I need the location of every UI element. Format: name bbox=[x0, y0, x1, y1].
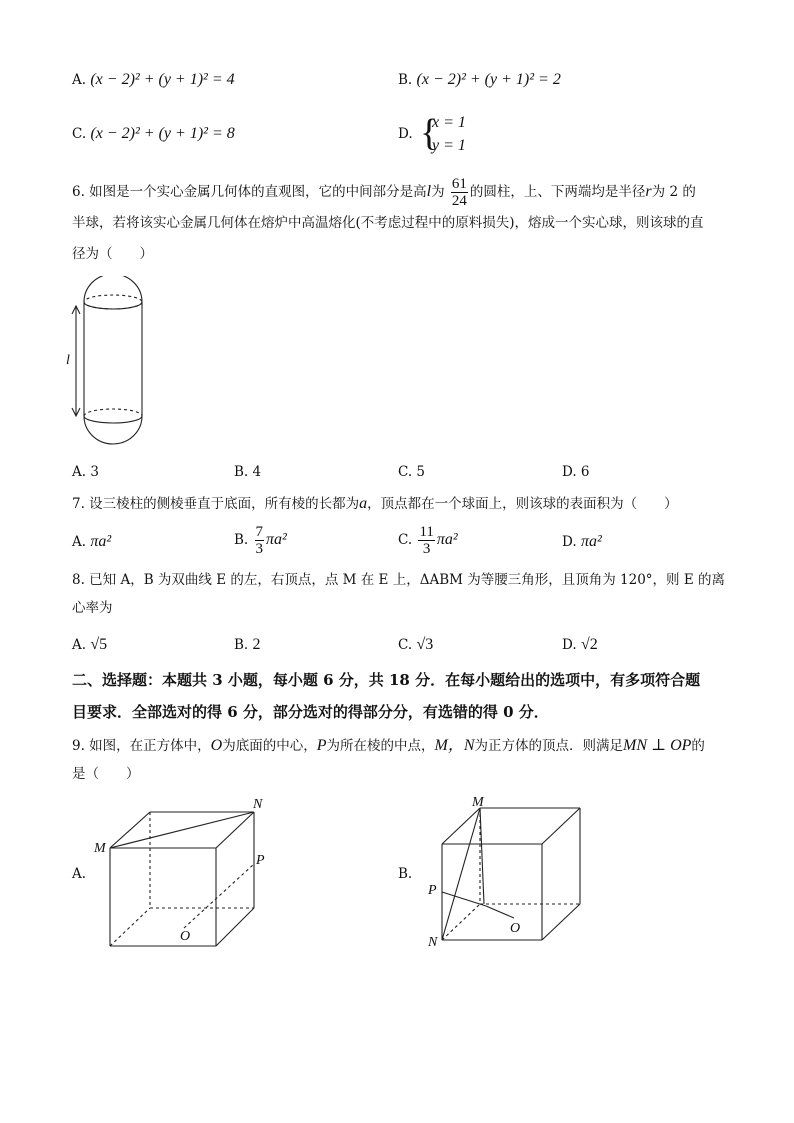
height-label: l bbox=[66, 353, 70, 368]
q9-var-p: P bbox=[316, 737, 327, 754]
option-expression: √3 bbox=[416, 636, 434, 653]
option-label: D. bbox=[398, 126, 413, 142]
option-expression: πa² bbox=[580, 533, 602, 550]
q9-text: 9. 如图，在正方体中， bbox=[72, 738, 211, 754]
q8-option-c bbox=[398, 635, 433, 655]
option-fraction bbox=[418, 524, 434, 557]
q7-var-a: a bbox=[359, 495, 368, 512]
segment-o-extension bbox=[486, 906, 514, 918]
option-expression: (x − 2)² + (y + 1)² = 4 bbox=[90, 71, 235, 88]
option-expression: 2 bbox=[252, 636, 261, 653]
fraction-denominator: 24 bbox=[451, 193, 467, 209]
q9-figure-a-label: A. bbox=[72, 866, 87, 882]
option-label: A. bbox=[72, 72, 87, 88]
q8-line1: 8. 已知 A，B 为双曲线 E 的左，右顶点，点 M 在 E 上，ΔABM 为等腰三角形，且顶角为 120°，则 E 的离 bbox=[72, 572, 725, 588]
q9-var-mn: M，N bbox=[434, 737, 475, 754]
fraction-numerator: 11 bbox=[419, 524, 434, 540]
bottom-rim-back bbox=[84, 409, 142, 416]
q7-option-a bbox=[72, 532, 111, 552]
segment-op bbox=[442, 892, 486, 906]
q5-option-b bbox=[398, 70, 561, 90]
q6-fraction bbox=[451, 176, 468, 209]
q6-text: 为 bbox=[431, 184, 445, 200]
q7-text: ，顶点都在一个球面上，则该球的表面积为（ ） bbox=[367, 496, 678, 512]
q6-text: 的圆柱，上、下两端均是半径 bbox=[469, 184, 646, 200]
q6-option-c: C. 5 bbox=[398, 464, 426, 480]
cube-figure-b bbox=[420, 794, 600, 950]
option-expression: (x − 2)² + (y + 1)² = 2 bbox=[416, 71, 561, 88]
point-m-label: M bbox=[94, 841, 106, 856]
fraction-numerator: 61 bbox=[451, 176, 467, 192]
fraction-denominator: 3 bbox=[422, 541, 431, 557]
cube-edge bbox=[216, 908, 254, 946]
system-brace: { bbox=[420, 112, 439, 154]
section2-heading-line1: 二、选择题：本题共 3 小题，每小题 6 分，共 18 分．在每小题给出的选项中，有多项符合题 bbox=[72, 671, 701, 689]
q7-option-b bbox=[234, 524, 287, 557]
section2-heading-line2: 目要求．全部选对的得 6 分，部分选对的得部分分，有选错的得 0 分． bbox=[72, 703, 549, 721]
bottom-rim-front bbox=[84, 416, 142, 423]
q9-text: 的 bbox=[691, 738, 705, 754]
point-n-label: N bbox=[428, 935, 438, 950]
q6-text: 6. 如图是一个实心金属几何体的直观图，它的中间部分是高 bbox=[72, 184, 427, 200]
q8-option-d bbox=[562, 635, 598, 655]
capsule-figure bbox=[66, 276, 166, 456]
option-expression: (x − 2)² + (y + 1)² = 8 bbox=[90, 125, 235, 142]
cube-edge bbox=[216, 812, 254, 848]
option-expression: √2 bbox=[580, 636, 598, 653]
point-p-label: P bbox=[428, 883, 437, 898]
q6-var-l: l bbox=[426, 183, 432, 200]
option-fraction bbox=[255, 524, 265, 557]
q6-option-d: D. 6 bbox=[562, 464, 590, 480]
option-expression: πa² bbox=[266, 531, 287, 548]
q5-option-c bbox=[72, 124, 235, 144]
q9-text: 为底面的中心， bbox=[222, 738, 317, 754]
q9-var-o: O bbox=[210, 737, 223, 754]
option-label: D. bbox=[562, 637, 577, 653]
q9-condition: MN ⊥ OP bbox=[623, 737, 692, 754]
option-label: A. bbox=[72, 637, 87, 653]
q8-option-b bbox=[234, 635, 261, 655]
cube-edge bbox=[542, 904, 580, 940]
q7-line1 bbox=[72, 494, 678, 514]
top-hemisphere-outline bbox=[84, 276, 142, 302]
q7-option-c bbox=[398, 524, 458, 557]
option-expression: πa² bbox=[436, 531, 458, 548]
q5-option-a bbox=[72, 70, 235, 90]
q9-figure-b-label: B. bbox=[398, 866, 413, 882]
option-label: B. bbox=[234, 532, 249, 548]
option-label: A. bbox=[72, 534, 87, 550]
option-label: C. bbox=[398, 637, 413, 653]
top-rim-front bbox=[84, 302, 142, 309]
q9-line1 bbox=[72, 736, 705, 756]
option-expression: πa² bbox=[90, 533, 112, 550]
q8-option-a bbox=[72, 635, 107, 655]
q8-line2: 心率为 bbox=[72, 600, 113, 616]
fraction-denominator: 3 bbox=[255, 541, 264, 557]
q7-option-d bbox=[562, 532, 602, 552]
hidden-edge bbox=[110, 908, 150, 946]
option-label: C. bbox=[398, 532, 413, 548]
segment-mn bbox=[110, 812, 254, 848]
q5-option-d bbox=[398, 124, 413, 144]
q6-option-b: B. 4 bbox=[234, 464, 262, 480]
point-m-label: M bbox=[472, 795, 484, 810]
cube-figure-a bbox=[88, 794, 278, 954]
q5-option-d-line1: x = 1 bbox=[432, 114, 466, 131]
option-label: B. bbox=[398, 72, 413, 88]
point-o-label: O bbox=[510, 921, 521, 936]
option-expression: √5 bbox=[90, 636, 108, 653]
q6-var-r: r bbox=[645, 183, 652, 200]
q7-text: 7. 设三棱柱的侧棱垂直于底面，所有棱的长都为 bbox=[72, 496, 360, 512]
q6-line3: 径为（ ） bbox=[72, 246, 153, 262]
q9-text: 为正方体的顶点．则满足 bbox=[474, 738, 624, 754]
q6-line2: 半球，若将该实心金属几何体在熔炉中高温熔化(不考虑过程中的原料损失)，熔成一个实心球，则该球的直 bbox=[72, 215, 704, 231]
segment-m-to-base bbox=[480, 808, 484, 904]
option-label: D. bbox=[562, 534, 577, 550]
q9-line2: 是（ ） bbox=[72, 766, 140, 782]
option-label: B. bbox=[234, 637, 249, 653]
point-o-label: O bbox=[180, 929, 191, 944]
cube-edge bbox=[542, 808, 580, 844]
q5-option-d-line2: y = 1 bbox=[432, 137, 466, 154]
point-p-label: P bbox=[256, 853, 265, 868]
point-n-label: N bbox=[253, 797, 263, 812]
q6-option-a: A. 3 bbox=[72, 464, 99, 480]
q9-text: 为所在棱的中点， bbox=[326, 738, 435, 754]
option-label: C. bbox=[72, 126, 87, 142]
fraction-numerator: 7 bbox=[255, 524, 264, 540]
segment-mn bbox=[442, 808, 480, 940]
q6-text: 为 2 的 bbox=[651, 184, 696, 200]
q6-line1 bbox=[72, 176, 696, 209]
bottom-hemisphere-outline bbox=[84, 416, 142, 444]
